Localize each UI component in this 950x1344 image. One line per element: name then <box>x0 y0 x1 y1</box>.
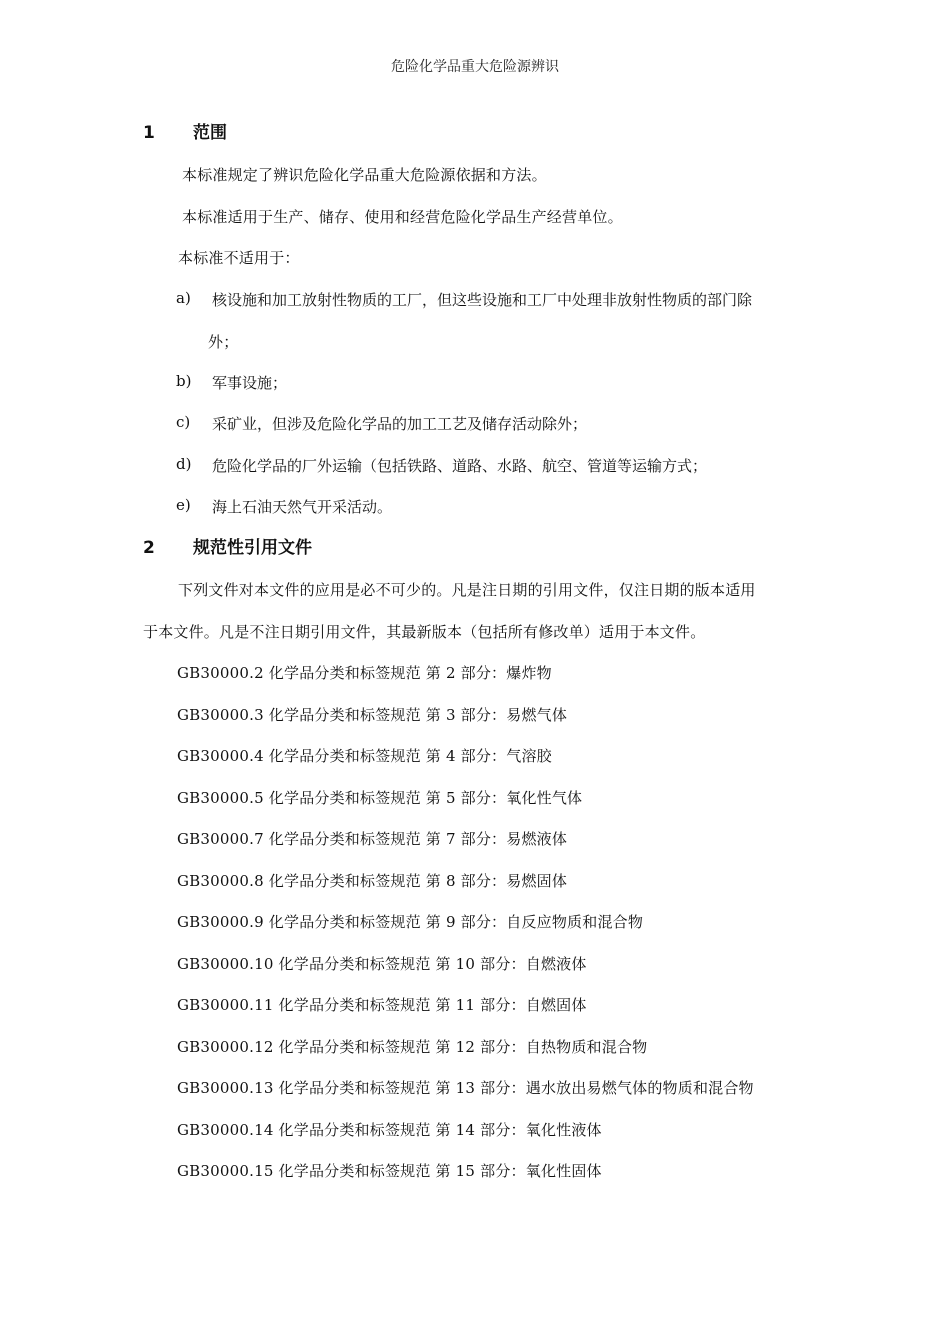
list-item-b <box>176 372 287 393</box>
list-marker: b) <box>176 372 192 390</box>
list-marker: a) <box>176 289 191 307</box>
list-item-text: 海上石油天然气开采活动。 <box>212 498 393 516</box>
reference-item: GB30000.8 化学品分类和标签规范 第 8 部分：易燃固体 <box>177 872 568 890</box>
reference-item: GB30000.13 化学品分类和标签规范 第 13 部分：遇水放出易燃气体的物质和混合物 <box>177 1079 754 1097</box>
section-1-heading <box>143 118 227 143</box>
section-1-para-2: 本标准适用于生产、储存、使用和经营危险化学品生产经营单位。 <box>182 208 623 226</box>
list-marker: c) <box>176 413 191 431</box>
section-1-title: 范围 <box>193 123 227 143</box>
section-2-number: 2 <box>143 538 155 558</box>
list-item-text: 核设施和加工放射性物质的工厂，但这些设施和工厂中处理非放射性物质的部门除 <box>212 291 753 309</box>
list-item-d <box>176 455 707 476</box>
reference-item: GB30000.12 化学品分类和标签规范 第 12 部分：自热物质和混合物 <box>177 1038 648 1056</box>
reference-item: GB30000.9 化学品分类和标签规范 第 9 部分：自反应物质和混合物 <box>177 913 644 931</box>
page-header: 危险化学品重大危险源辨识 <box>391 59 559 75</box>
section-2-title: 规范性引用文件 <box>193 538 312 558</box>
section-1-para-1: 本标准规定了辨识危险化学品重大危险源依据和方法。 <box>182 166 547 184</box>
reference-item: GB30000.2 化学品分类和标签规范 第 2 部分：爆炸物 <box>177 664 552 682</box>
list-item-c <box>176 413 587 434</box>
section-2-heading <box>143 533 312 558</box>
reference-item: GB30000.3 化学品分类和标签规范 第 3 部分：易燃气体 <box>177 706 568 724</box>
reference-item: GB30000.5 化学品分类和标签规范 第 5 部分：氧化性气体 <box>177 789 583 807</box>
reference-item: GB30000.11 化学品分类和标签规范 第 11 部分：自燃固体 <box>177 996 587 1014</box>
reference-item: GB30000.10 化学品分类和标签规范 第 10 部分：自燃液体 <box>177 955 587 973</box>
list-item-a <box>176 289 752 310</box>
list-marker: d) <box>176 455 192 473</box>
reference-item: GB30000.14 化学品分类和标签规范 第 14 部分：氧化性液体 <box>177 1121 602 1139</box>
reference-item: GB30000.15 化学品分类和标签规范 第 15 部分：氧化性固体 <box>177 1162 602 1180</box>
section-1-para-3: 本标准不适用于： <box>178 249 300 267</box>
section-1-number: 1 <box>143 123 155 143</box>
reference-item: GB30000.4 化学品分类和标签规范 第 4 部分：气溶胶 <box>177 747 552 765</box>
list-item-a-continuation: 外； <box>208 333 239 351</box>
list-marker: e) <box>176 496 191 514</box>
list-item-e <box>176 496 392 517</box>
list-item-text: 采矿业，但涉及危险化学品的加工工艺及储存活动除外； <box>212 415 588 433</box>
section-2-para-line-2: 于本文件。凡是不注日期引用文件，其最新版本（包括所有修改单）适用于本文件。 <box>143 623 706 641</box>
reference-item: GB30000.7 化学品分类和标签规范 第 7 部分：易燃液体 <box>177 830 568 848</box>
list-item-text: 军事设施； <box>212 374 288 392</box>
section-2-para-line-1: 下列文件对本文件的应用是必不可少的。凡是注日期的引用文件，仅注日期的版本适用 <box>178 581 756 599</box>
list-item-text: 危险化学品的厂外运输（包括铁路、道路、水路、航空、管道等运输方式； <box>212 457 708 475</box>
